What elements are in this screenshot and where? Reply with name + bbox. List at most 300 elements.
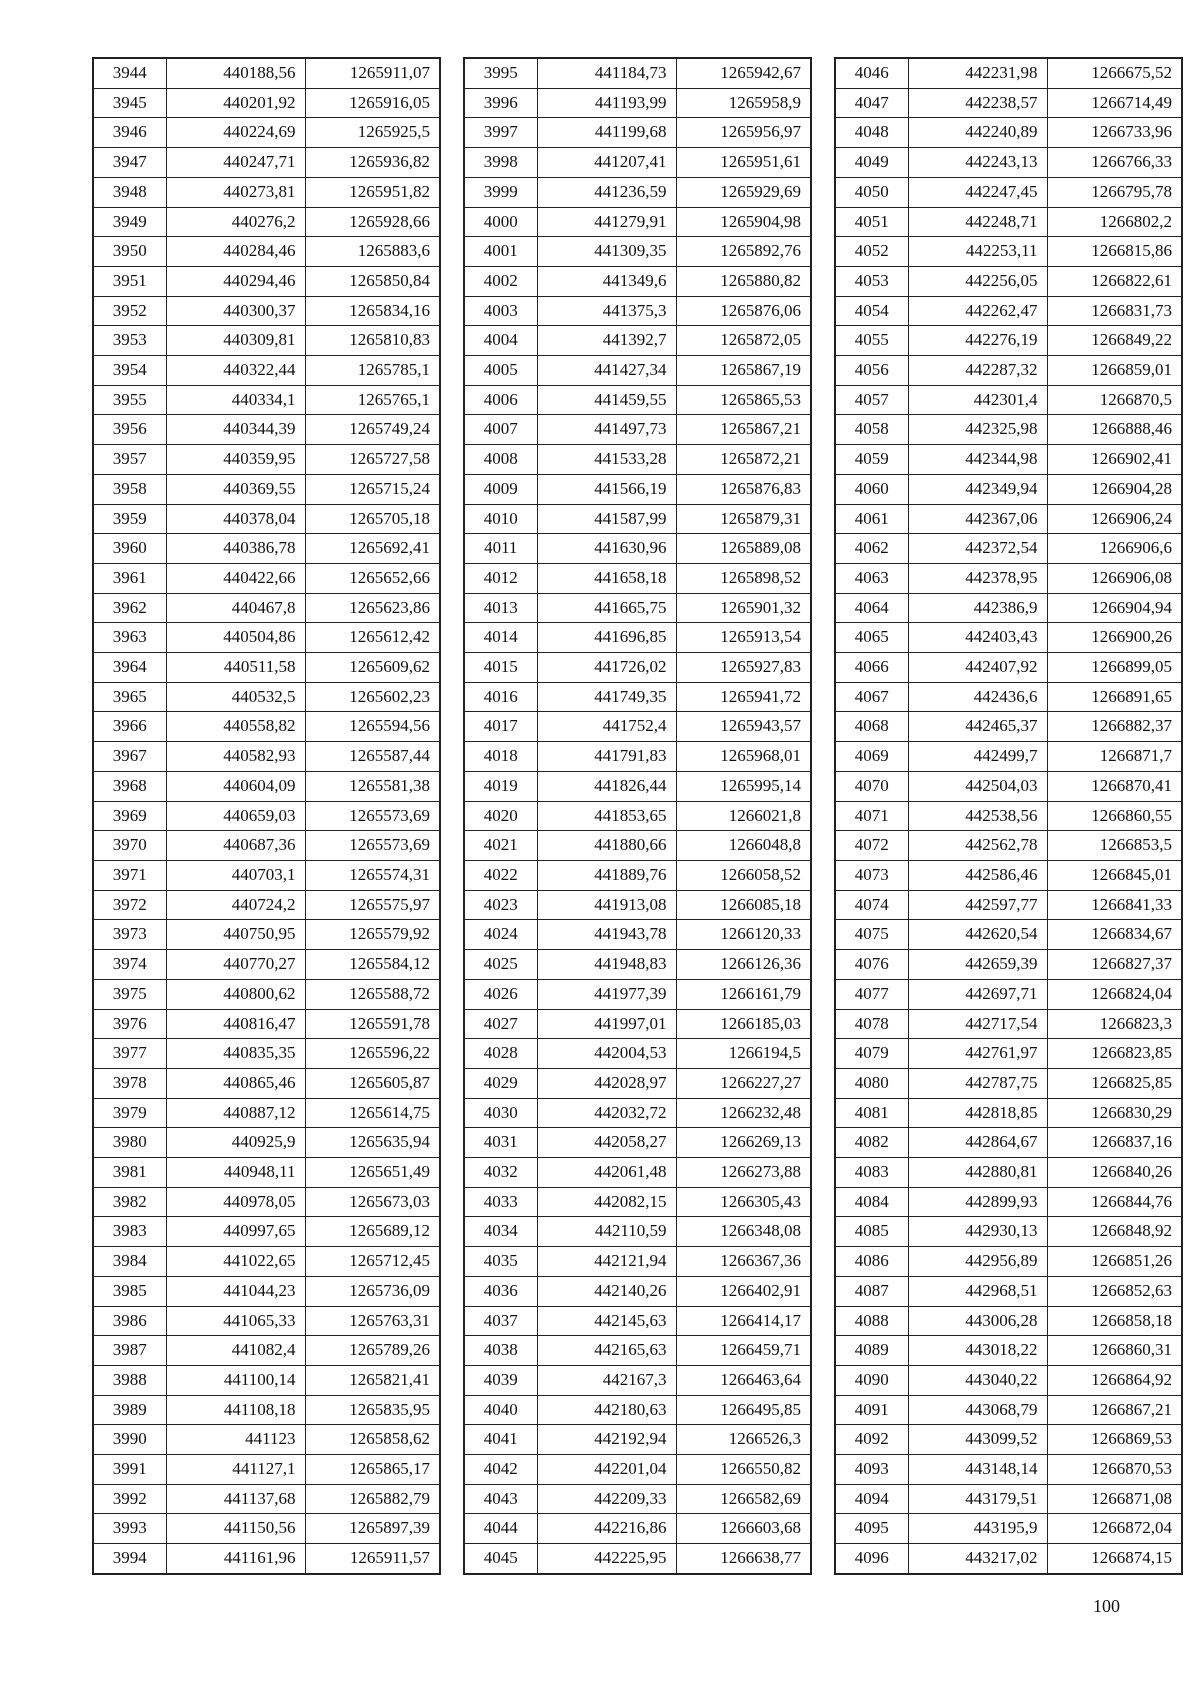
y-coordinate-cell: 1266844,76 bbox=[1047, 1187, 1182, 1217]
y-coordinate-cell: 1265958,9 bbox=[676, 88, 811, 118]
point-number-cell: 3953 bbox=[93, 326, 166, 356]
y-coordinate-cell: 1265715,24 bbox=[305, 474, 440, 504]
point-number-cell: 4030 bbox=[464, 1098, 537, 1128]
x-coordinate-cell: 441150,56 bbox=[166, 1514, 305, 1544]
point-number-cell: 4013 bbox=[464, 593, 537, 623]
point-number-cell: 3987 bbox=[93, 1336, 166, 1366]
point-number-cell: 4059 bbox=[835, 445, 908, 475]
y-coordinate-cell: 1266902,41 bbox=[1047, 445, 1182, 475]
point-number-cell: 4096 bbox=[835, 1544, 908, 1574]
table-row bbox=[835, 1306, 1182, 1336]
x-coordinate-cell: 442110,59 bbox=[537, 1217, 676, 1247]
table-row bbox=[835, 771, 1182, 801]
y-coordinate-cell: 1265913,54 bbox=[676, 623, 811, 653]
y-coordinate-cell: 1265897,39 bbox=[305, 1514, 440, 1544]
point-number-cell: 4023 bbox=[464, 890, 537, 920]
point-number-cell: 4008 bbox=[464, 445, 537, 475]
point-number-cell: 3972 bbox=[93, 890, 166, 920]
point-number-cell: 3962 bbox=[93, 593, 166, 623]
y-coordinate-cell: 1265591,78 bbox=[305, 1009, 440, 1039]
point-number-cell: 4032 bbox=[464, 1158, 537, 1188]
table-row bbox=[464, 801, 811, 831]
point-number-cell: 3954 bbox=[93, 356, 166, 386]
table-row bbox=[464, 1455, 811, 1485]
table-row bbox=[835, 1187, 1182, 1217]
y-coordinate-cell: 1266830,29 bbox=[1047, 1098, 1182, 1128]
table-row bbox=[464, 1068, 811, 1098]
table-row bbox=[464, 445, 811, 475]
y-coordinate-cell: 1266526,3 bbox=[676, 1425, 811, 1455]
point-number-cell: 4040 bbox=[464, 1395, 537, 1425]
y-coordinate-cell: 1265872,21 bbox=[676, 445, 811, 475]
y-coordinate-cell: 1266733,96 bbox=[1047, 118, 1182, 148]
x-coordinate-cell: 440273,81 bbox=[166, 177, 305, 207]
y-coordinate-cell: 1265588,72 bbox=[305, 979, 440, 1009]
table-row bbox=[464, 831, 811, 861]
table-row bbox=[464, 653, 811, 683]
y-coordinate-cell: 1265898,52 bbox=[676, 563, 811, 593]
y-coordinate-cell: 1265835,95 bbox=[305, 1395, 440, 1425]
y-coordinate-cell: 1265821,41 bbox=[305, 1365, 440, 1395]
y-coordinate-cell: 1266822,61 bbox=[1047, 266, 1182, 296]
y-coordinate-cell: 1266840,26 bbox=[1047, 1158, 1182, 1188]
x-coordinate-cell: 441184,73 bbox=[537, 58, 676, 88]
y-coordinate-cell: 1266305,43 bbox=[676, 1187, 811, 1217]
x-coordinate-cell: 441791,83 bbox=[537, 742, 676, 772]
x-coordinate-cell: 442201,04 bbox=[537, 1455, 676, 1485]
point-number-cell: 4082 bbox=[835, 1128, 908, 1158]
y-coordinate-cell: 1266714,49 bbox=[1047, 88, 1182, 118]
y-coordinate-cell: 1265574,31 bbox=[305, 860, 440, 890]
x-coordinate-cell: 441100,14 bbox=[166, 1365, 305, 1395]
x-coordinate-cell: 441587,99 bbox=[537, 504, 676, 534]
table-row bbox=[93, 415, 440, 445]
x-coordinate-cell: 441658,18 bbox=[537, 563, 676, 593]
x-coordinate-cell: 440422,66 bbox=[166, 563, 305, 593]
table-row bbox=[835, 177, 1182, 207]
y-coordinate-cell: 1266870,53 bbox=[1047, 1455, 1182, 1485]
y-coordinate-cell: 1266194,5 bbox=[676, 1039, 811, 1069]
x-coordinate-cell: 442140,26 bbox=[537, 1276, 676, 1306]
y-coordinate-cell: 1266906,24 bbox=[1047, 504, 1182, 534]
x-coordinate-cell: 442538,56 bbox=[908, 801, 1047, 831]
x-coordinate-cell: 443195,9 bbox=[908, 1514, 1047, 1544]
point-number-cell: 4024 bbox=[464, 920, 537, 950]
x-coordinate-cell: 441749,35 bbox=[537, 682, 676, 712]
point-number-cell: 4075 bbox=[835, 920, 908, 950]
table-row bbox=[93, 682, 440, 712]
y-coordinate-cell: 1265596,22 bbox=[305, 1039, 440, 1069]
y-coordinate-cell: 1266348,08 bbox=[676, 1217, 811, 1247]
point-number-cell: 3964 bbox=[93, 653, 166, 683]
point-number-cell: 3946 bbox=[93, 118, 166, 148]
x-coordinate-cell: 442276,19 bbox=[908, 326, 1047, 356]
x-coordinate-cell: 440604,09 bbox=[166, 771, 305, 801]
x-coordinate-cell: 440300,37 bbox=[166, 296, 305, 326]
table-row bbox=[93, 920, 440, 950]
point-number-cell: 3967 bbox=[93, 742, 166, 772]
x-coordinate-cell: 441279,91 bbox=[537, 207, 676, 237]
y-coordinate-cell: 1265879,31 bbox=[676, 504, 811, 534]
x-coordinate-cell: 441161,96 bbox=[166, 1544, 305, 1574]
x-coordinate-cell: 441392,7 bbox=[537, 326, 676, 356]
point-number-cell: 4026 bbox=[464, 979, 537, 1009]
point-number-cell: 3989 bbox=[93, 1395, 166, 1425]
x-coordinate-cell: 441309,35 bbox=[537, 237, 676, 267]
point-number-cell: 3999 bbox=[464, 177, 537, 207]
coordinates-table-body bbox=[464, 58, 811, 1574]
x-coordinate-cell: 442262,47 bbox=[908, 296, 1047, 326]
x-coordinate-cell: 441127,1 bbox=[166, 1455, 305, 1485]
x-coordinate-cell: 441207,41 bbox=[537, 148, 676, 178]
y-coordinate-cell: 1265727,58 bbox=[305, 445, 440, 475]
point-number-cell: 3970 bbox=[93, 831, 166, 861]
y-coordinate-cell: 1266414,17 bbox=[676, 1306, 811, 1336]
x-coordinate-cell: 441375,3 bbox=[537, 296, 676, 326]
table-row bbox=[93, 445, 440, 475]
table-row bbox=[464, 771, 811, 801]
point-number-cell: 3968 bbox=[93, 771, 166, 801]
y-coordinate-cell: 1265785,1 bbox=[305, 356, 440, 386]
x-coordinate-cell: 442407,92 bbox=[908, 653, 1047, 683]
point-number-cell: 3986 bbox=[93, 1306, 166, 1336]
point-number-cell: 3947 bbox=[93, 148, 166, 178]
point-number-cell: 3944 bbox=[93, 58, 166, 88]
point-number-cell: 3961 bbox=[93, 563, 166, 593]
point-number-cell: 4088 bbox=[835, 1306, 908, 1336]
point-number-cell: 3978 bbox=[93, 1068, 166, 1098]
x-coordinate-cell: 440703,1 bbox=[166, 860, 305, 890]
point-number-cell: 3995 bbox=[464, 58, 537, 88]
y-coordinate-cell: 1266582,69 bbox=[676, 1484, 811, 1514]
table-row bbox=[835, 385, 1182, 415]
y-coordinate-cell: 1266874,15 bbox=[1047, 1544, 1182, 1574]
point-number-cell: 4033 bbox=[464, 1187, 537, 1217]
y-coordinate-cell: 1265651,49 bbox=[305, 1158, 440, 1188]
x-coordinate-cell: 442864,67 bbox=[908, 1128, 1047, 1158]
table-row bbox=[464, 266, 811, 296]
y-coordinate-cell: 1266232,48 bbox=[676, 1098, 811, 1128]
table-row bbox=[93, 712, 440, 742]
table-row bbox=[835, 920, 1182, 950]
x-coordinate-cell: 441497,73 bbox=[537, 415, 676, 445]
y-coordinate-cell: 1265594,56 bbox=[305, 712, 440, 742]
y-coordinate-cell: 1265614,75 bbox=[305, 1098, 440, 1128]
point-number-cell: 4083 bbox=[835, 1158, 908, 1188]
point-number-cell: 4055 bbox=[835, 326, 908, 356]
x-coordinate-cell: 442597,77 bbox=[908, 890, 1047, 920]
y-coordinate-cell: 1265850,84 bbox=[305, 266, 440, 296]
y-coordinate-cell: 1266870,41 bbox=[1047, 771, 1182, 801]
table-row bbox=[93, 1068, 440, 1098]
x-coordinate-cell: 441193,99 bbox=[537, 88, 676, 118]
point-number-cell: 4027 bbox=[464, 1009, 537, 1039]
table-row bbox=[93, 1098, 440, 1128]
point-number-cell: 4047 bbox=[835, 88, 908, 118]
x-coordinate-cell: 442238,57 bbox=[908, 88, 1047, 118]
table-row bbox=[464, 1217, 811, 1247]
x-coordinate-cell: 442231,98 bbox=[908, 58, 1047, 88]
table-row bbox=[835, 801, 1182, 831]
y-coordinate-cell: 1265951,61 bbox=[676, 148, 811, 178]
x-coordinate-cell: 440294,46 bbox=[166, 266, 305, 296]
y-coordinate-cell: 1265876,06 bbox=[676, 296, 811, 326]
point-number-cell: 4079 bbox=[835, 1039, 908, 1069]
table-row bbox=[464, 534, 811, 564]
point-number-cell: 4029 bbox=[464, 1068, 537, 1098]
y-coordinate-cell: 1266603,68 bbox=[676, 1514, 811, 1544]
table-row bbox=[93, 979, 440, 1009]
table-row bbox=[93, 356, 440, 386]
table-row bbox=[93, 653, 440, 683]
table-row bbox=[464, 712, 811, 742]
y-coordinate-cell: 1266463,64 bbox=[676, 1365, 811, 1395]
table-row bbox=[835, 1217, 1182, 1247]
table-row bbox=[464, 385, 811, 415]
point-number-cell: 3966 bbox=[93, 712, 166, 742]
x-coordinate-cell: 442620,54 bbox=[908, 920, 1047, 950]
point-number-cell: 4076 bbox=[835, 950, 908, 980]
table-row bbox=[93, 1484, 440, 1514]
x-coordinate-cell: 442165,63 bbox=[537, 1336, 676, 1366]
point-number-cell: 4060 bbox=[835, 474, 908, 504]
y-coordinate-cell: 1266837,16 bbox=[1047, 1128, 1182, 1158]
point-number-cell: 3955 bbox=[93, 385, 166, 415]
y-coordinate-cell: 1266888,46 bbox=[1047, 415, 1182, 445]
y-coordinate-cell: 1265579,92 bbox=[305, 920, 440, 950]
point-number-cell: 4043 bbox=[464, 1484, 537, 1514]
table-row bbox=[464, 237, 811, 267]
x-coordinate-cell: 440322,44 bbox=[166, 356, 305, 386]
y-coordinate-cell: 1265765,1 bbox=[305, 385, 440, 415]
x-coordinate-cell: 442216,86 bbox=[537, 1514, 676, 1544]
y-coordinate-cell: 1266848,92 bbox=[1047, 1217, 1182, 1247]
table-row bbox=[93, 1128, 440, 1158]
table-row bbox=[464, 504, 811, 534]
point-number-cell: 4038 bbox=[464, 1336, 537, 1366]
y-coordinate-cell: 1266860,31 bbox=[1047, 1336, 1182, 1366]
point-number-cell: 3981 bbox=[93, 1158, 166, 1188]
y-coordinate-cell: 1266904,28 bbox=[1047, 474, 1182, 504]
x-coordinate-cell: 442287,32 bbox=[908, 356, 1047, 386]
point-number-cell: 4089 bbox=[835, 1336, 908, 1366]
point-number-cell: 4092 bbox=[835, 1425, 908, 1455]
x-coordinate-cell: 442367,06 bbox=[908, 504, 1047, 534]
x-coordinate-cell: 440188,56 bbox=[166, 58, 305, 88]
table-row bbox=[464, 356, 811, 386]
x-coordinate-cell: 442028,97 bbox=[537, 1068, 676, 1098]
table-row bbox=[835, 623, 1182, 653]
table-row bbox=[93, 1187, 440, 1217]
y-coordinate-cell: 1266841,33 bbox=[1047, 890, 1182, 920]
point-number-cell: 4065 bbox=[835, 623, 908, 653]
table-row bbox=[464, 207, 811, 237]
x-coordinate-cell: 440558,82 bbox=[166, 712, 305, 742]
table-row bbox=[464, 1039, 811, 1069]
x-coordinate-cell: 442248,71 bbox=[908, 207, 1047, 237]
y-coordinate-cell: 1265876,83 bbox=[676, 474, 811, 504]
x-coordinate-cell: 442899,93 bbox=[908, 1187, 1047, 1217]
x-coordinate-cell: 441137,68 bbox=[166, 1484, 305, 1514]
y-coordinate-cell: 1266823,3 bbox=[1047, 1009, 1182, 1039]
y-coordinate-cell: 1265689,12 bbox=[305, 1217, 440, 1247]
y-coordinate-cell: 1266273,88 bbox=[676, 1158, 811, 1188]
y-coordinate-cell: 1266085,18 bbox=[676, 890, 811, 920]
page-number: 100 bbox=[1093, 1596, 1120, 1616]
point-number-cell: 4039 bbox=[464, 1365, 537, 1395]
table-row bbox=[835, 118, 1182, 148]
table-row bbox=[464, 326, 811, 356]
x-coordinate-cell: 440816,47 bbox=[166, 1009, 305, 1039]
y-coordinate-cell: 1265789,26 bbox=[305, 1336, 440, 1366]
point-number-cell: 3952 bbox=[93, 296, 166, 326]
table-row bbox=[93, 1009, 440, 1039]
table-row bbox=[835, 474, 1182, 504]
x-coordinate-cell: 440865,46 bbox=[166, 1068, 305, 1098]
point-number-cell: 4007 bbox=[464, 415, 537, 445]
table-row bbox=[464, 1187, 811, 1217]
point-number-cell: 4073 bbox=[835, 860, 908, 890]
x-coordinate-cell: 440334,1 bbox=[166, 385, 305, 415]
point-number-cell: 4086 bbox=[835, 1247, 908, 1277]
y-coordinate-cell: 1266891,65 bbox=[1047, 682, 1182, 712]
x-coordinate-cell: 442818,85 bbox=[908, 1098, 1047, 1128]
y-coordinate-cell: 1265605,87 bbox=[305, 1068, 440, 1098]
y-coordinate-cell: 1265968,01 bbox=[676, 742, 811, 772]
x-coordinate-cell: 440997,65 bbox=[166, 1217, 305, 1247]
point-number-cell: 3977 bbox=[93, 1039, 166, 1069]
table-row bbox=[835, 653, 1182, 683]
table-row bbox=[93, 1455, 440, 1485]
table-row bbox=[93, 207, 440, 237]
point-number-cell: 4015 bbox=[464, 653, 537, 683]
x-coordinate-cell: 442403,43 bbox=[908, 623, 1047, 653]
point-number-cell: 4036 bbox=[464, 1276, 537, 1306]
x-coordinate-cell: 442761,97 bbox=[908, 1039, 1047, 1069]
point-number-cell: 4057 bbox=[835, 385, 908, 415]
y-coordinate-cell: 1266815,86 bbox=[1047, 237, 1182, 267]
x-coordinate-cell: 440224,69 bbox=[166, 118, 305, 148]
point-number-cell: 4042 bbox=[464, 1455, 537, 1485]
y-coordinate-cell: 1266851,26 bbox=[1047, 1247, 1182, 1277]
y-coordinate-cell: 1266766,33 bbox=[1047, 148, 1182, 178]
x-coordinate-cell: 440532,5 bbox=[166, 682, 305, 712]
table-row bbox=[835, 890, 1182, 920]
point-number-cell: 4046 bbox=[835, 58, 908, 88]
point-number-cell: 4009 bbox=[464, 474, 537, 504]
table-row bbox=[464, 1276, 811, 1306]
table-row bbox=[835, 742, 1182, 772]
y-coordinate-cell: 1265941,72 bbox=[676, 682, 811, 712]
y-coordinate-cell: 1266048,8 bbox=[676, 831, 811, 861]
y-coordinate-cell: 1265810,83 bbox=[305, 326, 440, 356]
x-coordinate-cell: 440378,04 bbox=[166, 504, 305, 534]
point-number-cell: 4050 bbox=[835, 177, 908, 207]
table-row bbox=[464, 593, 811, 623]
y-coordinate-cell: 1265942,67 bbox=[676, 58, 811, 88]
point-number-cell: 4072 bbox=[835, 831, 908, 861]
point-number-cell: 4070 bbox=[835, 771, 908, 801]
x-coordinate-cell: 442349,94 bbox=[908, 474, 1047, 504]
table-row bbox=[464, 1009, 811, 1039]
x-coordinate-cell: 441977,39 bbox=[537, 979, 676, 1009]
point-number-cell: 4074 bbox=[835, 890, 908, 920]
x-coordinate-cell: 442121,94 bbox=[537, 1247, 676, 1277]
x-coordinate-cell: 440247,71 bbox=[166, 148, 305, 178]
y-coordinate-cell: 1266858,18 bbox=[1047, 1306, 1182, 1336]
x-coordinate-cell: 442253,11 bbox=[908, 237, 1047, 267]
x-coordinate-cell: 442880,81 bbox=[908, 1158, 1047, 1188]
table-row bbox=[464, 1158, 811, 1188]
x-coordinate-cell: 442247,45 bbox=[908, 177, 1047, 207]
point-number-cell: 3948 bbox=[93, 177, 166, 207]
point-number-cell: 4001 bbox=[464, 237, 537, 267]
table-row bbox=[93, 563, 440, 593]
table-row bbox=[464, 148, 811, 178]
x-coordinate-cell: 443179,51 bbox=[908, 1484, 1047, 1514]
point-number-cell: 4087 bbox=[835, 1276, 908, 1306]
y-coordinate-cell: 1265936,82 bbox=[305, 148, 440, 178]
point-number-cell: 4017 bbox=[464, 712, 537, 742]
x-coordinate-cell: 442082,15 bbox=[537, 1187, 676, 1217]
x-coordinate-cell: 441427,34 bbox=[537, 356, 676, 386]
point-number-cell: 3974 bbox=[93, 950, 166, 980]
x-coordinate-cell: 441459,55 bbox=[537, 385, 676, 415]
point-number-cell: 4084 bbox=[835, 1187, 908, 1217]
y-coordinate-cell: 1266872,04 bbox=[1047, 1514, 1182, 1544]
table-row bbox=[93, 1158, 440, 1188]
point-number-cell: 3973 bbox=[93, 920, 166, 950]
table-row bbox=[835, 356, 1182, 386]
table-row bbox=[464, 979, 811, 1009]
x-coordinate-cell: 440800,62 bbox=[166, 979, 305, 1009]
point-number-cell: 3960 bbox=[93, 534, 166, 564]
y-coordinate-cell: 1266185,03 bbox=[676, 1009, 811, 1039]
point-number-cell: 3990 bbox=[93, 1425, 166, 1455]
y-coordinate-cell: 1265623,86 bbox=[305, 593, 440, 623]
table-row bbox=[464, 177, 811, 207]
table-row bbox=[835, 979, 1182, 1009]
y-coordinate-cell: 1266906,08 bbox=[1047, 563, 1182, 593]
point-number-cell: 4035 bbox=[464, 1247, 537, 1277]
x-coordinate-cell: 441913,08 bbox=[537, 890, 676, 920]
table-row bbox=[93, 177, 440, 207]
x-coordinate-cell: 441665,75 bbox=[537, 593, 676, 623]
y-coordinate-cell: 1266227,27 bbox=[676, 1068, 811, 1098]
x-coordinate-cell: 440276,2 bbox=[166, 207, 305, 237]
table-row bbox=[835, 415, 1182, 445]
y-coordinate-cell: 1266900,26 bbox=[1047, 623, 1182, 653]
coordinates-table-body bbox=[93, 58, 440, 1574]
y-coordinate-cell: 1266495,85 bbox=[676, 1395, 811, 1425]
y-coordinate-cell: 1265584,12 bbox=[305, 950, 440, 980]
x-coordinate-cell: 442344,98 bbox=[908, 445, 1047, 475]
y-coordinate-cell: 1266459,71 bbox=[676, 1336, 811, 1366]
point-number-cell: 3956 bbox=[93, 415, 166, 445]
x-coordinate-cell: 442325,98 bbox=[908, 415, 1047, 445]
point-number-cell: 4080 bbox=[835, 1068, 908, 1098]
y-coordinate-cell: 1266849,22 bbox=[1047, 326, 1182, 356]
table-row bbox=[93, 534, 440, 564]
point-number-cell: 3945 bbox=[93, 88, 166, 118]
table-row bbox=[93, 1217, 440, 1247]
point-number-cell: 3997 bbox=[464, 118, 537, 148]
y-coordinate-cell: 1265712,45 bbox=[305, 1247, 440, 1277]
x-coordinate-cell: 441826,44 bbox=[537, 771, 676, 801]
x-coordinate-cell: 442167,3 bbox=[537, 1365, 676, 1395]
table-row bbox=[835, 266, 1182, 296]
x-coordinate-cell: 442586,46 bbox=[908, 860, 1047, 890]
